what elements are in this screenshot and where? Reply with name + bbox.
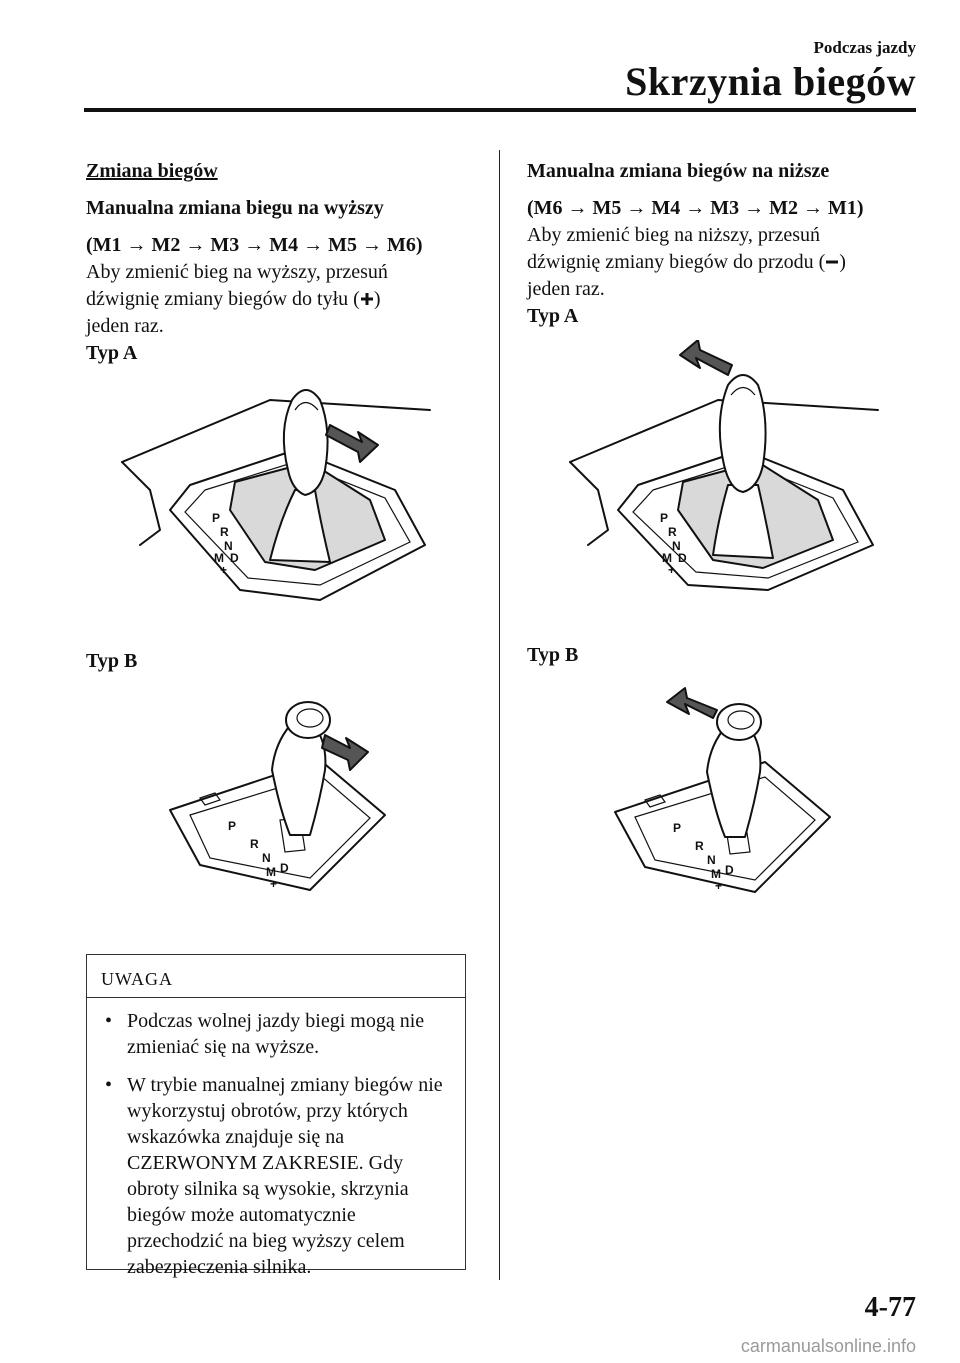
shift-forward-arrow	[680, 340, 732, 375]
watermark: carmanualsonline.info	[740, 1336, 916, 1356]
gate-r: R	[220, 525, 229, 539]
gate-p: P	[673, 821, 682, 835]
upshift-sequence: (M1 → M2 → M3 → M4 → M5 → M6)	[86, 234, 423, 256]
downshift-text-line-1: Aby zmienić bieg na niższy, przesuń	[527, 224, 821, 246]
gate-plus: +	[715, 879, 723, 893]
upshift-text-line-2: dźwignię zmiany biegów do tyłu ( )	[86, 288, 381, 310]
shift-lever-knob	[286, 702, 330, 738]
shift-forward-arrow	[667, 688, 717, 718]
downshift-type-b-illustration	[605, 682, 845, 912]
gate-d: D	[725, 863, 734, 877]
downshift-sequence: (M6 → M5 → M4 → M3 → M2 → M1)	[527, 197, 864, 219]
gate-p: P	[228, 819, 237, 833]
upshift-text-line-1: Aby zmienić bieg na wyższy, przesuń	[86, 261, 388, 283]
note-item: • Podczas wolnej jazdy biegi mogą nie zmieniać się na wyższe.	[101, 1008, 455, 1060]
gate-m: M	[266, 865, 276, 879]
shift-lever-knob	[284, 390, 328, 495]
note-box	[86, 954, 466, 1278]
downshift-type-b-label: Typ B	[527, 644, 579, 666]
page-number: 4-77	[864, 1292, 916, 1323]
gate-n: N	[224, 539, 233, 553]
gate-d: D	[230, 551, 239, 565]
gate-n: N	[672, 539, 681, 553]
upshift-type-b-illustration	[160, 690, 400, 910]
downshift-type-a-label: Typ A	[527, 305, 579, 327]
gate-m: M	[662, 551, 672, 565]
gate-r: R	[668, 525, 677, 539]
gate-n: N	[707, 853, 716, 867]
shift-lever-knob	[717, 704, 761, 740]
upshift-text-line-3: jeden raz.	[86, 315, 164, 337]
upshift-heading: Zmiana biegów	[86, 160, 218, 182]
gate-r: R	[250, 837, 259, 851]
note-item: • W trybie manualnej zmiany biegów nie wykorzystuj obrotów, przy których wskazówka znajduje się na CZERWONYM ZAKRESIE. Gdy obroty silnika są wysokie, skrzynia biegów może automatycznie przechodzić na bieg wyższy celem zabezpieczenia silnika.	[101, 1072, 455, 1280]
section-title: Skrzynia biegów	[625, 59, 916, 104]
console-edge	[122, 400, 430, 462]
gate-n: N	[262, 851, 271, 865]
shift-lever-knob	[720, 375, 766, 492]
gate-plus: +	[220, 563, 228, 577]
note-title: UWAGA	[87, 955, 465, 998]
gate-plus: +	[668, 563, 676, 577]
gate-d: D	[678, 551, 687, 565]
plus-icon	[360, 292, 374, 306]
upshift-type-a-illustration	[120, 370, 440, 620]
gate-m: M	[711, 867, 721, 881]
gate-d: D	[280, 861, 289, 875]
gate-plus: +	[270, 877, 278, 891]
note-list	[87, 998, 465, 1280]
header-rule	[84, 108, 916, 112]
upshift-type-b-label: Typ B	[86, 650, 138, 672]
upshift-type-a-label: Typ A	[86, 342, 138, 364]
downshift-text-line-3: jeden raz.	[527, 278, 605, 300]
upshift-subheading: Manualna zmiana biegu na wyższy	[86, 197, 384, 219]
downshift-type-a-illustration	[568, 340, 888, 600]
downshift-text-line-2: dźwignię zmiany biegów do przodu ( )	[527, 251, 846, 273]
shift-back-arrow	[326, 425, 378, 462]
right-column	[527, 158, 927, 330]
downshift-subheading: Manualna zmiana biegów na niższe	[527, 160, 830, 182]
chapter-title: Podczas jazdy	[813, 38, 916, 57]
gate-m: M	[214, 551, 224, 565]
gate-p: P	[212, 511, 221, 525]
column-divider	[499, 150, 500, 1280]
console-edge	[122, 462, 160, 545]
console-edge	[570, 462, 608, 545]
left-column	[86, 158, 486, 367]
gate-r: R	[695, 839, 704, 853]
shift-back-arrow	[322, 735, 368, 770]
gate-p: P	[660, 511, 669, 525]
minus-icon	[825, 255, 839, 269]
